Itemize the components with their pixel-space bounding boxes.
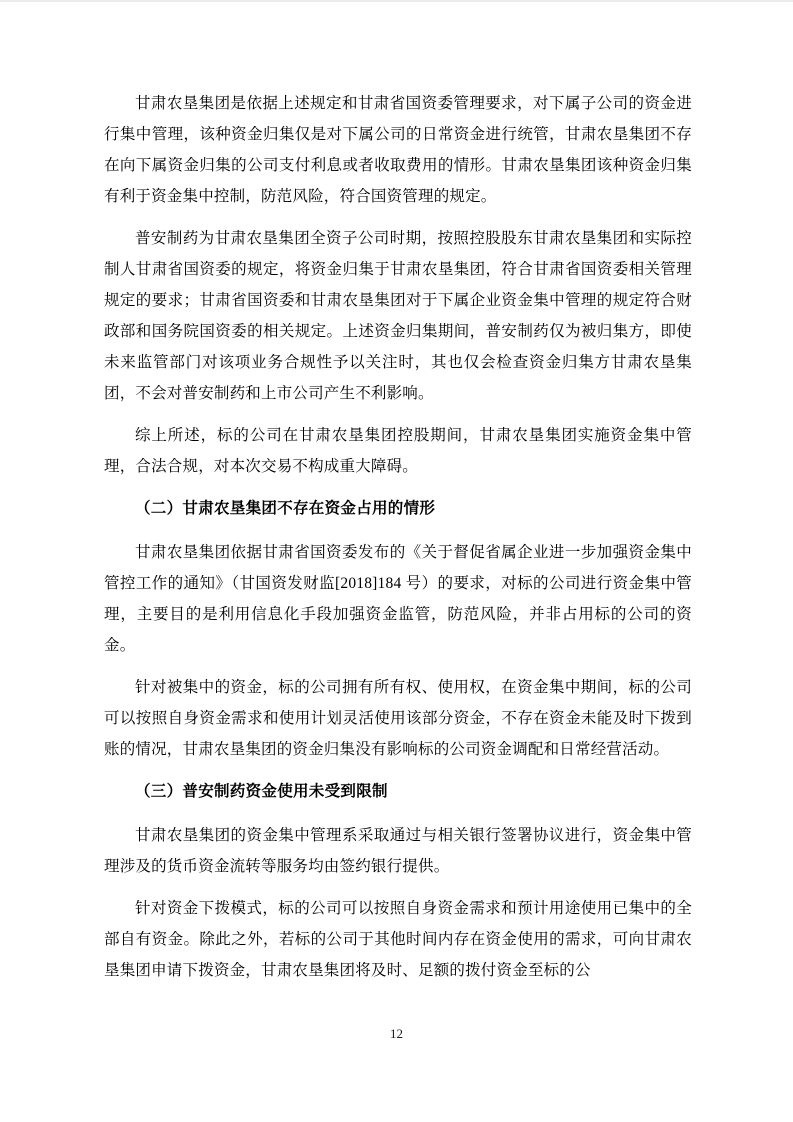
page-footer [0, 1026, 793, 1042]
page-top-edge-line [0, 0, 793, 2]
body-paragraph: 针对被集中的资金，标的公司拥有所有权、使用权，在资金集中期间，标的公司可以按照自身资金需求和使用计划灵活使用该部分资金，不存在资金未能及时下拨到账的情况，甘肃农垦集团的资金归集没有影响标的公司资金调配和日常经营活动。 [104, 679, 692, 758]
body-paragraph: 普安制药为甘肃农垦集团全资子公司时期，按照控股股东甘肃农垦集团和实际控制人甘肃省国资委的规定，将资金归集于甘肃农垦集团，符合甘肃省国资委相关管理规定的要求；甘肃省国资委和甘肃农垦集团对于下属企业资金集中管理的规定符合财政部和国务院国资委的相关规定。上述资金归集期间，普安制药仅为被归集方，即使未来监管部门对该项业务合规性予以关注时，其也仅会检查资金归集方甘肃农垦集团，不会对普安制药和上市公司产生不利影响。 [104, 230, 692, 402]
body-paragraph: 甘肃农垦集团是依据上述规定和甘肃省国资委管理要求，对下属子公司的资金进行集中管理，该种资金归集仅是对下属公司的日常资金进行统管，甘肃农垦集团不存在向下属资金归集的公司支付利息或者收取费用的情形。甘肃农垦集团该种资金归集有利于资金集中控制，防范风险，符合国资管理的规定。 [104, 95, 692, 205]
body-paragraph: 针对资金下拨模式，标的公司可以按照自身资金需求和预计用途使用已集中的全部自有资金。除此之外，若标的公司于其他时间内存在资金使用的需求，可向甘肃农垦集团申请下拨资金，甘肃农垦集团将及时、足额的拨付资金至标的公 [104, 900, 692, 979]
body-paragraph: 综上所述，标的公司在甘肃农垦集团控股期间，甘肃农垦集团实施资金集中管理，合法合规，对本次交易不构成重大障碍。 [104, 427, 692, 475]
body-paragraph: 甘肃农垦集团依据甘肃省国资委发布的《关于督促省属企业进一步加强资金集中管控工作的通知》（甘国资发财监[2018]184 号）的要求，对标的公司进行资金集中管理，主要目的是利用信息化手段加强资金监管，防范风险，并非占用标的公司的资金。 [104, 544, 692, 654]
section-heading-3: （三）普安制药资金使用未受到限制 [135, 783, 388, 800]
section-heading-2: （二）甘肃农垦集团不存在资金占用的情形 [135, 500, 436, 517]
body-paragraph: 甘肃农垦集团的资金集中管理系采取通过与相关银行签署协议进行，资金集中管理涉及的货币资金流转等服务均由签约银行提供。 [104, 827, 692, 875]
page-number: 12 [390, 1026, 403, 1041]
document-content [104, 88, 692, 997]
